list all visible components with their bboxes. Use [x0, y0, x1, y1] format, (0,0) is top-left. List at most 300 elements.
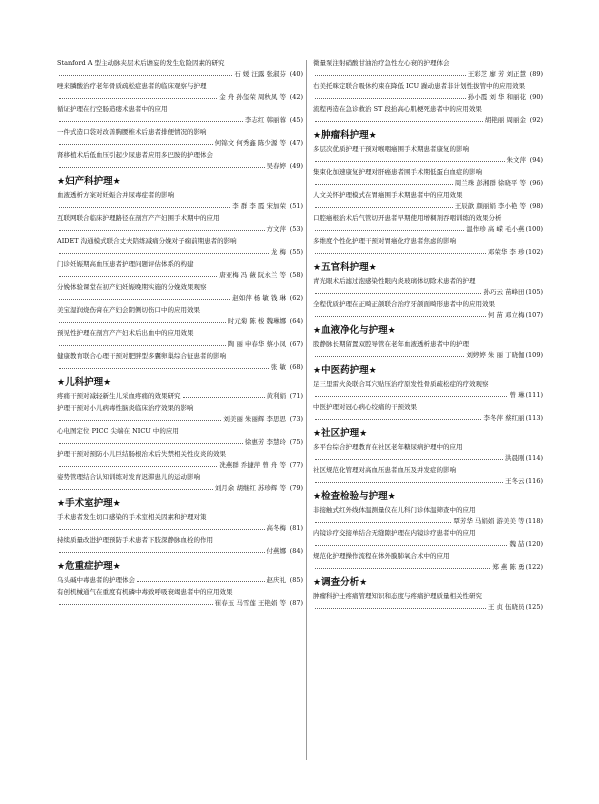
entry-authors: 方文萍 — [266, 225, 286, 233]
dot-leader — [59, 206, 230, 208]
toc-entry[interactable] — [57, 328, 303, 350]
section-heading — [57, 175, 303, 189]
entry-author-line — [313, 224, 543, 235]
entry-page-number: (96) — [529, 179, 543, 187]
entry-authors: 郑 燕 陈 勇 — [492, 563, 525, 571]
toc-entry[interactable] — [57, 150, 303, 172]
toc-entry[interactable] — [313, 339, 543, 361]
entry-author-line — [57, 138, 303, 149]
toc-entry[interactable] — [313, 144, 543, 166]
star-icon: ★ — [368, 366, 377, 376]
toc-entry[interactable] — [57, 587, 303, 609]
star-icon: ★ — [103, 378, 112, 388]
entry-title-line — [57, 81, 303, 92]
toc-entry[interactable] — [57, 236, 303, 258]
entry-authors: 刘婷婷 朱 丽 丁晓伽 — [466, 351, 525, 359]
entry-title: 社区规范化管理对高血压患者血压及并发症的影响 — [313, 466, 456, 474]
dot-leader — [315, 97, 466, 99]
entry-author-line — [57, 460, 303, 471]
entry-authors: 孙小霞 刘 华 和丽花 — [467, 93, 526, 101]
entry-line — [57, 391, 303, 402]
entry-page-number: (75) — [289, 438, 303, 446]
section-heading — [57, 376, 303, 390]
dot-leader — [315, 252, 486, 254]
section-label: 检查检验与护理 — [321, 491, 388, 502]
entry-author-line — [313, 115, 543, 126]
entry-authors: 黄利娟 — [266, 392, 286, 400]
entry-authors: 龙 梅 — [270, 248, 286, 256]
star-icon: ★ — [368, 263, 377, 273]
toc-entry[interactable] — [57, 512, 303, 534]
toc-entry[interactable] — [313, 505, 543, 527]
toc-entry[interactable] — [57, 472, 303, 494]
entry-title-line — [313, 442, 543, 453]
toc-entry[interactable] — [57, 351, 303, 373]
toc-entry[interactable] — [313, 276, 543, 298]
section-label: 五官科护理 — [321, 262, 369, 273]
entry-authors: 吴春婷 — [266, 162, 286, 170]
entry-page-number: (62) — [289, 294, 303, 302]
toc-entry[interactable] — [313, 167, 543, 189]
toc-entry[interactable] — [57, 58, 303, 80]
toc-entry[interactable] — [57, 305, 303, 327]
entry-title-line — [57, 351, 303, 362]
toc-entry[interactable] — [57, 259, 303, 281]
section-label: 调查分析 — [321, 577, 360, 588]
entry-author-line — [313, 178, 543, 189]
entry-title: 心电图定位 PICC 尖端在 NICU 中的应用 — [57, 427, 179, 435]
dot-leader — [59, 551, 265, 553]
entry-authors: 高冬梅 — [266, 524, 286, 532]
entry-title: 乌头碱中毒患者的护理体会 — [57, 576, 135, 584]
star-icon: ★ — [57, 378, 66, 388]
entry-authors: 金 舟 孙玺荣 周秋凤 等 — [219, 93, 286, 101]
entry-author-line — [57, 483, 303, 494]
entry-authors: 朱文萍 — [506, 156, 526, 164]
section-heading — [313, 324, 543, 338]
dot-leader — [59, 229, 265, 231]
entry-authors: 何 苗 邓立梅 — [487, 311, 525, 319]
entry-title: 规范化护理操作流程在体外膜肺氧合术中的应用 — [313, 552, 450, 560]
entry-authors: 邓荣华 李 珍 — [487, 248, 525, 256]
star-icon: ★ — [368, 131, 377, 141]
entry-title: 人文关怀护理模式在胃癌围手术期患者中的应用效果 — [313, 191, 463, 199]
entry-page-number: (105) — [525, 288, 543, 296]
toc-entry[interactable] — [313, 236, 543, 258]
entry-title-line — [313, 379, 543, 390]
entry-authors: 徐惠芳 李慧玲 — [244, 438, 286, 446]
entry-authors: 崔春玉 马雪莲 王艳娟 等 — [214, 599, 286, 607]
dot-leader — [315, 544, 507, 546]
entry-author-line — [57, 546, 303, 557]
entry-title-line — [57, 426, 303, 437]
entry-author-line — [313, 155, 543, 166]
entry-title: 多维度个性化护理干预对胃癌化疗患者焦虑的影响 — [313, 237, 456, 245]
entry-page-number: (114) — [525, 454, 543, 462]
entry-authors: 王辰歆 颜丽娟 李小艳 等 — [454, 202, 526, 210]
entry-page-number: (100) — [525, 225, 543, 233]
entry-title-line — [313, 528, 543, 539]
entry-page-number: (64) — [289, 317, 303, 325]
entry-authors: 冼燕群 乔捷萍 曾 舟 等 — [219, 461, 286, 469]
entry-title-line — [313, 402, 543, 413]
entry-title: 唑来膦酸治疗老年骨质疏松症患者的临床观察与护理 — [57, 82, 207, 90]
entry-title: 多层次优质护理干预对喉咽癌围手术期患者康复的影响 — [313, 145, 469, 153]
dot-leader — [59, 344, 226, 346]
entry-title-line — [313, 58, 543, 69]
toc-entry[interactable] — [57, 403, 303, 425]
entry-title: 中医护理对冠心病心绞痛的干预效果 — [313, 403, 417, 411]
dot-leader — [315, 521, 451, 523]
entry-author-line — [313, 201, 543, 212]
star-icon: ★ — [313, 429, 322, 439]
toc-entry[interactable] — [313, 528, 543, 550]
toc-entry[interactable] — [313, 104, 543, 126]
dot-leader — [315, 395, 507, 397]
entry-title-line — [313, 167, 543, 178]
section-heading — [313, 490, 543, 504]
entry-title: AIDET 沟通模式联合丈夫陪练减痛分娩对子痫前期患者的影响 — [57, 237, 237, 245]
star-icon: ★ — [112, 562, 121, 572]
entry-page-number: (68) — [289, 363, 303, 371]
entry-authors: 温作珍 高 嵘 毛小燕 — [466, 225, 525, 233]
entry-author-line — [57, 224, 303, 235]
entry-title: 股静脉长期留置双腔导管在老年血液透析患者中的护理 — [313, 340, 469, 348]
entry-title-line — [313, 551, 543, 562]
dot-leader — [59, 419, 221, 421]
entry-author-line — [57, 437, 303, 448]
entry-title: 多平台综合护理教育在社区老年糖尿病护理中的应用 — [313, 443, 463, 451]
star-icon: ★ — [57, 177, 66, 187]
toc-left-column — [57, 58, 303, 610]
entry-title: 持续质量改进护理预防手术患者下肢深静脉血栓的作用 — [57, 536, 213, 544]
toc-right-column — [313, 58, 543, 614]
dot-leader — [315, 74, 466, 76]
section-label: 妇产科护理 — [65, 176, 113, 187]
dot-leader — [315, 160, 505, 162]
dot-leader — [315, 481, 503, 483]
toc-entry[interactable] — [57, 81, 303, 103]
toc-entry[interactable] — [313, 213, 543, 235]
section-label: 社区护理 — [321, 428, 360, 439]
entry-author-line — [313, 69, 543, 80]
toc-entry[interactable] — [57, 190, 303, 212]
entry-title: 有创机械通气在重度有机磷中毒致呼吸衰竭患者中的应用效果 — [57, 588, 233, 596]
entry-page-number: (40) — [289, 70, 303, 78]
entry-title-line — [313, 81, 543, 92]
dot-leader — [315, 292, 481, 294]
toc-entry[interactable] — [313, 299, 543, 321]
star-icon: ★ — [313, 326, 322, 336]
star-icon: ★ — [359, 429, 368, 439]
entry-authors: 石 媛 汪露 张淑芬 — [234, 70, 286, 78]
toc-entry[interactable] — [313, 591, 543, 613]
entry-title: 一件式造口袋对改善胸腰椎术后患者排便情况的影响 — [57, 128, 207, 136]
dot-leader — [59, 603, 213, 605]
entry-author-line — [57, 316, 303, 327]
entry-line — [57, 575, 303, 586]
entry-authors: 刘月余 胡继红 苏珍辉 等 — [214, 484, 286, 492]
entry-title: 门诊妊娠期高血压患者护理问题评估体系的构建 — [57, 260, 194, 268]
dot-leader — [59, 321, 226, 323]
entry-author-line — [313, 310, 543, 321]
dot-leader — [59, 166, 265, 168]
dot-leader — [59, 143, 213, 145]
section-label: 肿瘤科护理 — [321, 130, 369, 141]
entry-author-line — [57, 523, 303, 534]
star-icon: ★ — [112, 499, 121, 509]
star-icon: ★ — [359, 578, 368, 588]
entry-page-number: (58) — [289, 271, 303, 279]
entry-page-number: (90) — [529, 93, 543, 101]
entry-authors: 赵如萍 杨 敏 钱 琳 — [232, 294, 286, 302]
dot-leader — [315, 229, 464, 231]
dot-leader — [183, 396, 265, 398]
entry-page-number: (120) — [525, 540, 543, 548]
entry-page-number: (84) — [289, 547, 303, 555]
entry-title-line — [57, 236, 303, 247]
dot-leader — [315, 567, 490, 569]
entry-title-line — [313, 236, 543, 247]
entry-authors: 何锦文 何秀鑫 陈少源 等 — [214, 139, 286, 147]
entry-page-number: (81) — [289, 524, 303, 532]
entry-author-line — [313, 247, 543, 258]
toc-entry[interactable] — [57, 104, 303, 126]
dot-leader — [59, 528, 265, 530]
entry-authors: 李 群 李 霞 宋加荣 — [232, 202, 286, 210]
entry-title-line — [57, 259, 303, 270]
dot-leader — [59, 275, 217, 277]
entry-authors: 王冬云 — [505, 477, 525, 485]
entry-title: 美宝湿润烧伤膏在产妇会阴侧切伤口中的应用效果 — [57, 306, 200, 314]
star-icon: ★ — [387, 326, 396, 336]
entry-page-number: (89) — [529, 70, 543, 78]
entry-page-number: (118) — [525, 517, 543, 525]
toc-entry[interactable] — [57, 391, 303, 402]
entry-title: 集束化加速康复护理对肝癌患者围手术期低蛋白血症的影响 — [313, 168, 482, 176]
entry-authors: 胡艳丽 周丽金 — [484, 116, 526, 124]
entry-page-number: (92) — [529, 116, 543, 124]
entry-page-number: (87) — [289, 599, 303, 607]
entry-title: 血液透析方案对妊娠合并尿毒症者的影响 — [57, 191, 174, 199]
dot-leader — [59, 488, 213, 490]
dot-leader — [59, 367, 269, 369]
toc-entry[interactable] — [57, 282, 303, 304]
star-icon: ★ — [313, 131, 322, 141]
entry-title-line — [57, 58, 303, 69]
entry-page-number: (55) — [289, 248, 303, 256]
toc-entry[interactable] — [313, 379, 543, 401]
entry-title-line — [313, 465, 543, 476]
entry-title: 护理干预对小儿病毒性脑炎临床治疗效果的影响 — [57, 404, 194, 412]
entry-title-line — [57, 282, 303, 293]
entry-page-number: (125) — [525, 603, 543, 611]
dot-leader — [315, 607, 486, 609]
entry-authors: 付燕娜 — [266, 547, 286, 555]
entry-author-line — [313, 516, 543, 527]
entry-title: 青光眼术后滤过泡感染性眼内炎玻璃体切除术患者的护理 — [313, 277, 476, 285]
entry-title: 内镜诊疗交接单结合无缝隙护理在内镜诊疗患者中的应用 — [313, 529, 476, 537]
dot-leader — [59, 120, 243, 122]
dot-leader — [315, 120, 483, 122]
entry-author-line — [313, 539, 543, 550]
entry-page-number: (45) — [289, 116, 303, 124]
entry-title-line — [313, 190, 543, 201]
entry-page-number: (73) — [289, 415, 303, 423]
entry-author-line — [57, 161, 303, 172]
dot-leader — [59, 252, 269, 254]
entry-author-line — [313, 92, 543, 103]
star-icon: ★ — [57, 562, 66, 572]
entry-authors: 刘美丽 朱丽辉 李思思 — [223, 415, 286, 423]
entry-title: 流程再造在急诊救治 ST 段抬高心肌梗死患者中的应用效果 — [313, 105, 482, 113]
section-label: 手术室护理 — [65, 498, 113, 509]
section-heading — [313, 261, 543, 275]
entry-author-line — [57, 270, 303, 281]
toc-entry[interactable] — [313, 402, 543, 424]
entry-authors: 王 贞 伍晓员 — [487, 603, 525, 611]
entry-author-line — [57, 414, 303, 425]
entry-title-line — [313, 505, 543, 516]
entry-title-line — [57, 305, 303, 316]
entry-author-line — [313, 413, 543, 424]
entry-title-line — [57, 104, 303, 115]
entry-page-number: (109) — [525, 351, 543, 359]
dot-leader — [315, 315, 486, 317]
entry-authors: 赵庆礼 — [266, 576, 286, 584]
entry-author-line — [57, 362, 303, 373]
entry-title: 非接触式红外线体温测量仪在儿科门诊体温筛查中的应用 — [313, 506, 476, 514]
entry-title: 预见性护理在剖宫产产妇术后出血中的应用效果 — [57, 329, 194, 337]
dot-leader — [315, 206, 453, 208]
toc-entry[interactable] — [313, 58, 543, 80]
entry-author-line — [57, 115, 303, 126]
entry-author-line — [57, 247, 303, 258]
toc-entry[interactable] — [57, 449, 303, 471]
entry-author-line — [57, 92, 303, 103]
entry-title: 手术患者发生切口感染的手术室相关因素和护理对策 — [57, 513, 207, 521]
entry-title-line — [313, 213, 543, 224]
entry-authors: 曾 琳 — [509, 391, 525, 399]
star-icon: ★ — [313, 263, 322, 273]
entry-title: Stanford A 型主动脉夹层术后谵妄的发生危险因素的研究 — [57, 59, 225, 67]
entry-page-number: (113) — [525, 414, 543, 422]
entry-title-line — [57, 512, 303, 523]
entry-authors: 张 敏 — [270, 363, 286, 371]
entry-page-number: (67) — [289, 340, 303, 348]
toc-entry[interactable] — [313, 465, 543, 487]
entry-page-number: (53) — [289, 225, 303, 233]
dot-leader — [59, 465, 217, 467]
section-heading — [313, 427, 543, 441]
dot-leader — [59, 442, 243, 444]
entry-authors: 李志红 韩丽蓉 — [244, 116, 286, 124]
entry-page-number: (71) — [289, 392, 303, 400]
dot-leader — [59, 298, 230, 300]
entry-title-line — [57, 150, 303, 161]
star-icon: ★ — [57, 499, 66, 509]
toc-entry[interactable] — [57, 127, 303, 149]
entry-page-number: (42) — [289, 93, 303, 101]
entry-authors: 唐亚梅 冯 薇 阮永兰 等 — [219, 271, 286, 279]
section-label: 危重症护理 — [65, 561, 113, 572]
entry-authors: 孙巧云 苗峰田 — [483, 288, 525, 296]
entry-title: 微量泵注射硝酸甘油治疗急性左心衰的护理体会 — [313, 59, 450, 67]
star-icon: ★ — [313, 578, 322, 588]
star-icon: ★ — [387, 492, 396, 502]
entry-title-line — [57, 403, 303, 414]
star-icon: ★ — [112, 177, 121, 187]
entry-author-line — [313, 350, 543, 361]
entry-page-number: (85) — [289, 576, 303, 584]
entry-title-line — [313, 276, 543, 287]
entry-author-line — [57, 598, 303, 609]
dot-leader — [137, 580, 265, 582]
entry-author-line — [57, 339, 303, 350]
dot-leader — [59, 97, 217, 99]
entry-page-number: (98) — [529, 202, 543, 210]
star-icon: ★ — [313, 492, 322, 502]
entry-title-line — [57, 587, 303, 598]
toc-entry[interactable] — [313, 551, 543, 573]
section-heading — [57, 560, 303, 574]
section-heading — [313, 576, 543, 590]
toc-entry[interactable] — [313, 190, 543, 212]
entry-title-line — [313, 104, 543, 115]
entry-title: 分娩体验课堂在初产妇妊娠晚期实施的分娩效果观察 — [57, 283, 207, 291]
entry-authors: 魏 喆 — [509, 540, 525, 548]
entry-title-line — [57, 535, 303, 546]
entry-authors: 王彩芝 廖 芳 刘正慧 — [467, 70, 526, 78]
entry-title-line — [313, 591, 543, 602]
entry-authors: 时元菊 陈 梭 魏琳娜 — [227, 317, 286, 325]
toc-entry[interactable] — [313, 442, 543, 464]
entry-page-number: (94) — [529, 156, 543, 164]
entry-title-line — [57, 127, 303, 138]
section-label: 儿科护理 — [65, 377, 104, 388]
entry-title-line — [57, 213, 303, 224]
toc-entry[interactable] — [57, 213, 303, 235]
entry-title: 全程优质护理在正畸正颌联合治疗牙颌面畸形患者中的应用效果 — [313, 300, 495, 308]
toc-entry[interactable] — [57, 426, 303, 448]
entry-title-line — [57, 328, 303, 339]
entry-title: 循证护理在行空肠造瘘术患者中的应用 — [57, 105, 168, 113]
section-label: 血液净化与护理 — [321, 325, 388, 336]
entry-title: 口腔癌根治术后气管切开患者早期使用增稠剂吞咽训练的效果分析 — [313, 214, 502, 222]
entry-title-line — [57, 449, 303, 460]
toc-entry[interactable] — [57, 535, 303, 557]
entry-page-number: (47) — [289, 139, 303, 147]
dot-leader — [315, 458, 503, 460]
toc-entry[interactable] — [313, 81, 543, 103]
toc-entry[interactable] — [57, 575, 303, 586]
entry-author-line — [57, 293, 303, 304]
entry-title: 肾移植术后低血压引起少尿患者应用多巴胺的护理体会 — [57, 151, 213, 159]
entry-title: 互联网联合临床护理路径在剖宫产产妇围手术期中的应用 — [57, 214, 220, 222]
section-label: 中医药护理 — [321, 365, 369, 376]
entry-authors: 李冬萍 蔡红丽 — [483, 414, 525, 422]
entry-title: 姿势管理结合认知训练对发育迟滞患儿的运动影响 — [57, 473, 200, 481]
entry-authors: 陶 丽 申春华 蔡小凤 — [227, 340, 286, 348]
entry-page-number: (122) — [525, 563, 543, 571]
entry-title-line — [313, 299, 543, 310]
entry-title: 健康教育联合心理干预对肥胖型多囊卵巢综合征患者的影响 — [57, 352, 226, 360]
entry-page-number: (79) — [289, 484, 303, 492]
section-heading — [313, 364, 543, 378]
entry-page-number: (116) — [525, 477, 543, 485]
column-divider — [306, 60, 307, 760]
entry-title-line — [57, 472, 303, 483]
